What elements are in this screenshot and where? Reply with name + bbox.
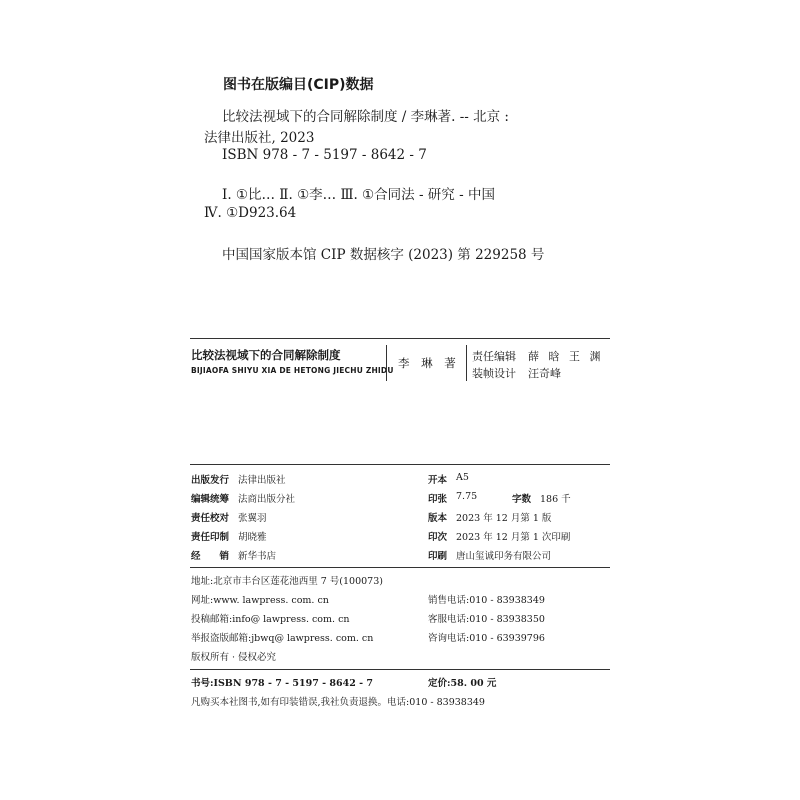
publisher-website: 网址:www. lawpress. com. cn bbox=[191, 595, 329, 606]
designer-label: 装帧设计 bbox=[472, 367, 516, 380]
book-title-pinyin: BIJIAOFA SHIYU XIA DE HETONG JIECHU ZHIDU bbox=[191, 366, 394, 375]
cip-classification-1: Ⅰ. ①比… Ⅱ. ①李… Ⅲ. ①合同法 - 研究 - 中国 bbox=[222, 187, 495, 203]
submission-email: 投稿邮箱:info@ lawpress. com. cn bbox=[191, 614, 350, 625]
info-value: 胡晓雅 bbox=[238, 532, 267, 543]
info-label: 印张 bbox=[428, 494, 448, 505]
info-value: 法律出版社 bbox=[238, 475, 286, 486]
return-notice: 凡购买本社图书,如有印装错误,我社负责退换。电话:010 - 83938349 bbox=[191, 697, 485, 708]
rights-notice: 版权所有 · 侵权必究 bbox=[191, 652, 277, 663]
info-label: 印刷 bbox=[428, 551, 448, 562]
info-label: 字数 bbox=[512, 494, 532, 505]
info-value: 唐山玺诚印务有限公司 bbox=[456, 551, 552, 562]
title-block-divider-2 bbox=[466, 345, 467, 381]
sales-phone: 销售电话:010 - 83938349 bbox=[428, 595, 545, 606]
info-value: 2023 年 12 月第 1 版 bbox=[456, 513, 552, 524]
book-price: 定价:58. 00 元 bbox=[428, 678, 497, 689]
title-block-top-rule bbox=[190, 338, 610, 339]
consult-phone: 咨询电话:010 - 63939796 bbox=[428, 633, 545, 644]
cip-title-line: 比较法视域下的合同解除制度 / 李琳著. -- 北京 : bbox=[222, 109, 509, 125]
title-block-divider-1 bbox=[386, 345, 387, 381]
book-author: 李 琳 著 bbox=[398, 356, 460, 370]
cip-publisher-line: 法律出版社, 2023 bbox=[204, 130, 315, 146]
piracy-report-email: 举报盗版邮箱:jbwq@ lawpress. com. cn bbox=[191, 633, 374, 644]
info-label: 编辑统筹 bbox=[191, 494, 230, 505]
info-value: 7.75 bbox=[456, 491, 478, 502]
info-top-rule bbox=[190, 464, 610, 465]
book-number: 书号:ISBN 978 - 7 - 5197 - 8642 - 7 bbox=[191, 678, 373, 689]
publisher-address: 地址:北京市丰台区莲花池西里 7 号(100073) bbox=[191, 576, 383, 587]
editor-names: 薛 晗 王 渊 bbox=[528, 350, 604, 363]
cip-isbn: ISBN 978 - 7 - 5197 - 8642 - 7 bbox=[222, 147, 427, 163]
info-value: 2023 年 12 月第 1 次印刷 bbox=[456, 532, 571, 543]
info-label: 经 销 bbox=[191, 551, 230, 562]
info-label: 责任校对 bbox=[191, 513, 230, 524]
info-label: 责任印制 bbox=[191, 532, 230, 543]
info-value: 186 千 bbox=[540, 494, 571, 505]
info-label: 印次 bbox=[428, 532, 448, 543]
info-bottom-rule bbox=[190, 567, 610, 568]
designer-name: 汪奇峰 bbox=[528, 367, 561, 380]
editor-label: 责任编辑 bbox=[472, 350, 516, 363]
info-value: 新华书店 bbox=[238, 551, 277, 562]
cip-heading: 图书在版编目(CIP)数据 bbox=[223, 77, 374, 93]
info-label: 开本 bbox=[428, 475, 448, 486]
info-value: A5 bbox=[456, 472, 469, 483]
service-phone: 客服电话:010 - 83938350 bbox=[428, 614, 545, 625]
cip-record-number: 中国国家版本馆 CIP 数据核字 (2023) 第 229258 号 bbox=[222, 247, 545, 263]
info-label: 出版发行 bbox=[191, 475, 230, 486]
book-title: 比较法视域下的合同解除制度 bbox=[191, 348, 341, 362]
info-value: 法商出版分社 bbox=[238, 494, 296, 505]
info-value: 张翼羽 bbox=[238, 513, 267, 524]
cip-classification-2: Ⅳ. ①D923.64 bbox=[204, 205, 297, 221]
footer-rule bbox=[190, 669, 610, 670]
info-label: 版本 bbox=[428, 513, 448, 524]
